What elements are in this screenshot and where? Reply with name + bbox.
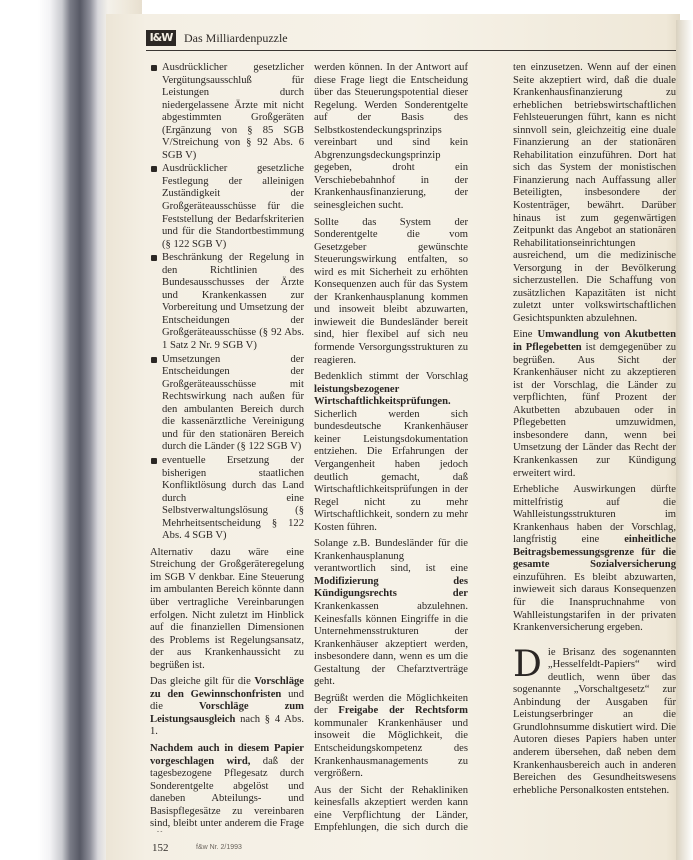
- journal-logo: I&W: [146, 30, 176, 46]
- list-item: eventuelle Ersetzung der bisherigen staatlichen Konfliktlösung durch das Land durch eine Selbstverwaltungslösung (§ Mehrheitsentscheidung § 122 Abs. 4 SGB V): [150, 455, 304, 543]
- paragraph: Bedenklich stimmt der Vorschlag leistungsbezogener Wirtschaftlichkeitsprüfungen. Sicherlich werden sich bundesdeutsche Krankenhäuser keiner Leistungsdokumentation entziehen. Die Erfahrungen der Vergangenheit haben jedoch deutlich gemacht, daß Wirtschaftlichkeitsprüfungen in der Regel nicht zu mehr Wirtschaftlichkeit, sondern zu mehr Kosten führen.: [314, 371, 468, 533]
- paragraph: Erhebliche Auswirkungen dürfte mittelfristig auf die Wahlleistungsstrukturen im Krankenhaus haben der Vorschlag, langfristig eine einheitliche Beitragsbemessungsgrenze für die gesamte Sozialversicherung einzuführen. Es bleibt abzuwarten, inwieweit sich daraus Konsequenzen für die Inanspruchnahme von Wahlleistungstarifen in der privaten Krankenversicherung ergeben.: [513, 484, 676, 634]
- paragraph: Alternativ dazu wäre eine Streichung der Großgeräteregelung im SGB V denkbar. Eine Steuerung im ambulanten Bereich könnte dann über vertragliche Vereinbarungen erfolgen. Nicht zuletzt im Hinblick auf die finanziellen Dimensionen des Problems ist Regelungsansatz, der aus Krankenhaussicht zu begrüßen ist.: [150, 546, 304, 671]
- paragraph: Begrüßt werden die Möglichkeiten der Freigabe der Rechtsform kommunaler Krankenhäuser und insoweit die Möglichkeit, die Entscheidungskompetenz des Krankenhausmanagements zu vergrößern.: [314, 692, 468, 780]
- text-column-3: [513, 62, 676, 832]
- paragraph: Das gleiche gilt für die Vorschläge zu den Gewinnschonfristen und die Vorschläge zum Leistungsausgleich nach § 4 Abs. 1.: [150, 676, 304, 738]
- list-item: Ausdrücklicher gesetzlicher Vergütungsausschluß für Leistungen durch niedergelassene Ärzte mit nicht abgestimmten Großgeräten (Ergänzung von § 85 SGB V/Streichung von § 92 Abs. 6 SGB V): [150, 62, 304, 162]
- paragraph-with-dropcap: Die Brisanz des sogenannten „Hesselfeldt-Papiers“ wird deutlich, wenn über das sogenannte „Vorschaltgesetz“ zur Anbindung der Ausgaben für Leistungserbringer an die Grundlohnsumme diskutiert wird. Die Autoren dieses Papiers haben unter anderem übersehen, daß neben dem Krankenhausbereich auch in anderen Bereichen des Gesundheitswesens erhebliche Personalkosten entstehen.: [513, 643, 676, 796]
- list-item: Beschränkung der Regelung in den Richtlinien des Bundesausschusses der Ärzte und Krankenkassen zur Vorbereitung und Umsetzung der Entscheidungen der Großgeräteausschüsse (§ 92 Abs. 1 Satz 2 Nr. 9 SGB V): [150, 252, 304, 352]
- paragraph: werden können. In der Antwort auf diese Frage liegt die Entscheidung über das Steuerungspotential dieser Regelung. Werden Sonderentgelte auf der Basis des Selbstkostendeckungsprinzips vereinbart und sind kein Abgrenzungsdeckungsprinzip gegeben, droht ein Verschiebebahnhof in der Krankenhausfinanzierung, der seinesgleichen sucht.: [314, 62, 468, 212]
- running-title: Das Milliardenpuzzle: [184, 31, 288, 45]
- paragraph: ten einzusetzen. Wenn auf der einen Seite akzeptiert wird, daß die duale Krankenhausfinanzierung zu erheblichen betriebswirtschaftlichen Fehlsteuerungen führt, kann es nicht sinnvoll sein, gleichzeitig eine duale Finanzierung an der stationären Rehabilitation einzuführen. Dort hat sich das System der monistischen Finanzierung nach Auffassung aller Beteiligten, insbesondere der Kostenträger, bewährt. Darüber hinaus ist zum gegenwärtigen Zeitpunkt das Angebot an stationären Rehabilitationseinrichtungen ausreichend, um die medizinische Versorgung in der Bevölkerung sicherzustellen. Die Schaffung von zusätzlichen Kapazitäten ist nicht zuletzt unter volkswirtschaftlichen Gesichtspunkten abzulehnen.: [513, 62, 676, 324]
- bullet-square-icon: [151, 166, 157, 172]
- paragraph: Aus der Sicht der Rehakliniken keinesfalls akzeptiert werden kann eine Verpflichtung der Länder, Empfehlungen, die sich durch die: [314, 784, 468, 832]
- drop-cap: D: [513, 643, 542, 685]
- page-edge: [676, 20, 693, 860]
- text-column-1: [150, 62, 304, 832]
- list-item: Umsetzungen der Entscheidungen der Großgeräteausschüsse mit Rechtswirkung nach außen für den ambulanten Bereich durch die kassenärztliche Vereinigung und für den stationären Bereich durch die Länder (§ 122 SGB V): [150, 354, 304, 454]
- running-head: [146, 28, 676, 51]
- page-number: 152: [152, 842, 169, 854]
- bullet-square-icon: [151, 65, 157, 71]
- bullet-square-icon: [151, 255, 157, 261]
- paragraph: Nachdem auch in diesem Papier vorgeschlagen wird, daß der tagesbezogene Pflegesatz durch Sonderentgelte abgelöst und daneben Abteilungs- und Basispflegesätze zu vereinbaren sind, bleibt unter anderem die Frage: [150, 742, 304, 830]
- text-column-2: [314, 62, 468, 832]
- paragraph: Sollte das System der Sonderentgelte die vom Gesetzgeber gewünschte Steuerungswirkung entfalten, so wird es mit Sicherheit zu erhöhten Konsequenzen auch für das System der Krankenhausplanung kommen und insoweit bleibt abzuwarten, inwieweit die Bundesländer bereit sind, hier flexibel auf sich neu formende Versorgungsstrukturen zu reagieren.: [314, 216, 468, 366]
- list-item: Ausdrücklicher gesetzliche Festlegung der alleinigen Zuständigkeit der Großgeräteausschüsse für die Feststellung der Bedarfskriterien und für die Standortbestimmung (§ 122 SGB V): [150, 163, 304, 251]
- journal-source: f&w Nr. 2/1993: [196, 844, 242, 851]
- bullet-list: [150, 62, 304, 543]
- bullet-square-icon: [151, 357, 157, 363]
- bullet-square-icon: [151, 458, 157, 464]
- paragraph: Solange z.B. Bundesländer für die Krankenhausplanung verantwortlich sind, ist eine Modifizierung des Kündigungsrechts der Krankenkassen abzulehnen. Keinesfalls können Eingriffe in die Unternehmensstrukturen der Krankenhäuser akzeptiert werden, insbesondere dann, wenn es um die Gestaltung der Chefarztverträge geht.: [314, 538, 468, 688]
- paragraph: Eine Umwandlung von Akutbetten in Pflegebetten ist demgegenüber zu begrüßen. Aus Sicht der Krankenhäuser nicht zu akzeptieren ist der Vorschlag, die Länder zu verpflichten, fünf Prozent der Akutbetten abzubauen oder in Pflegebetten umzuwidmen, insbesondere dann, wenn bei Umsetzung der Länder das Recht der Krankenkassen zur Kündigung erweitert wird.: [513, 329, 676, 479]
